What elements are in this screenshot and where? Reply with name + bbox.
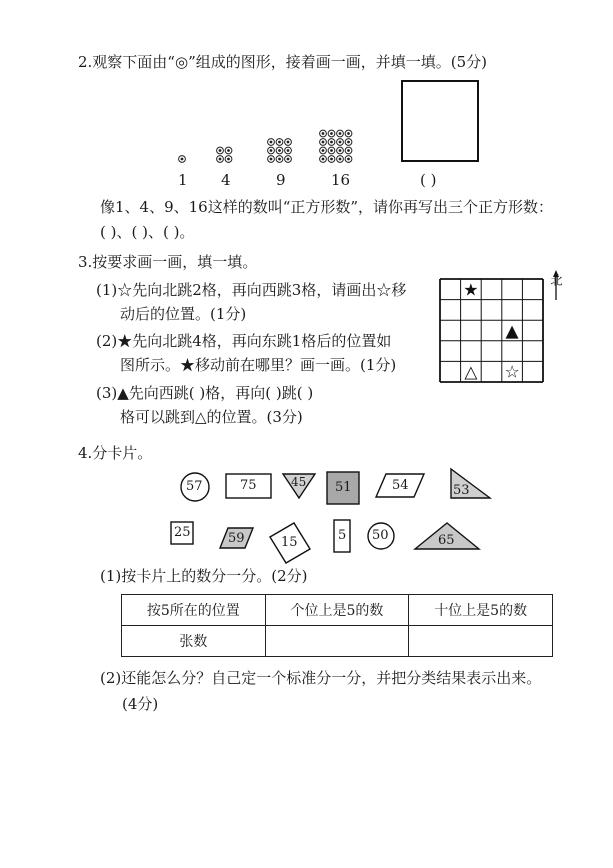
- card-label-65: 65: [438, 533, 455, 548]
- q3-part1-line2: 动后的位置。(1分): [120, 305, 247, 323]
- label-1: 1: [178, 171, 188, 189]
- north-label: 北: [549, 274, 563, 286]
- label-9: 9: [276, 171, 286, 189]
- q3-part2-line1: (2)★先向北跳4格，再向东跳1格后的位置如: [96, 332, 392, 350]
- card-label-15: 15: [281, 535, 298, 550]
- q4-sub2-line2: (4分): [122, 695, 159, 713]
- label-answer-blank[interactable]: ( ): [420, 171, 437, 189]
- card-label-45: 45: [291, 475, 307, 489]
- table-cell-ones-count[interactable]: [265, 626, 409, 657]
- card-label-50: 50: [372, 528, 389, 543]
- card-label-51: 51: [335, 480, 352, 495]
- hollow-triangle-icon: △: [464, 362, 478, 383]
- q2-title: 2.观察下面由“◎”组成的图形，接着画一画，并填一填。(5分): [78, 53, 487, 71]
- card-label-75: 75: [240, 478, 257, 493]
- table-header-ones-5: 个位上是5的数: [265, 595, 409, 626]
- table-cell-tens-count[interactable]: [409, 626, 553, 657]
- card-label-53: 53: [453, 483, 470, 498]
- q3-part3-line1[interactable]: (3)▲先向西跳( )格，再向( )跳( ): [96, 384, 314, 402]
- q4-sub1: (1)按卡片上的数分一分。(2分): [100, 567, 308, 585]
- q4-sub2-line1: (2)还能怎么分？自己定一个标准分一分，并把分类结果表示出来。: [100, 669, 542, 687]
- table-header-position: 按5所在的位置: [122, 595, 266, 626]
- label-16: 16: [331, 171, 351, 189]
- q3-part3-line2: 格可以跳到△的位置。(3分): [120, 408, 303, 426]
- card-label-25: 25: [174, 525, 191, 540]
- classification-table: [121, 594, 553, 657]
- q3-part2-line2: 图所示。★移动前在哪里？画一画。(1分): [120, 356, 397, 374]
- label-4: 4: [221, 171, 231, 189]
- card-label-59: 59: [228, 531, 245, 546]
- card-label-54: 54: [392, 478, 409, 493]
- table-row-label-count: 张数: [122, 626, 266, 657]
- q2-text-line2[interactable]: ( )、( )、( )。: [100, 223, 195, 241]
- q2-text-line1: 像1、4、9、16这样的数叫“正方形数”，请你再写出三个正方形数：: [100, 198, 554, 216]
- filled-triangle-icon: ▲: [505, 321, 519, 342]
- hollow-star-icon: ☆: [504, 362, 520, 383]
- q3-part1-line1: (1)☆先向北跳2格，再向西跳3格，请画出☆移: [96, 281, 407, 299]
- card-label-5: 5: [338, 528, 347, 543]
- card-label-57: 57: [186, 479, 203, 494]
- filled-star-icon: ★: [463, 280, 479, 301]
- table-header-tens-5: 十位上是5的数: [409, 595, 553, 626]
- q4-title: 4.分卡片。: [78, 444, 153, 462]
- q3-title: 3.按要求画一画，填一填。: [78, 253, 258, 271]
